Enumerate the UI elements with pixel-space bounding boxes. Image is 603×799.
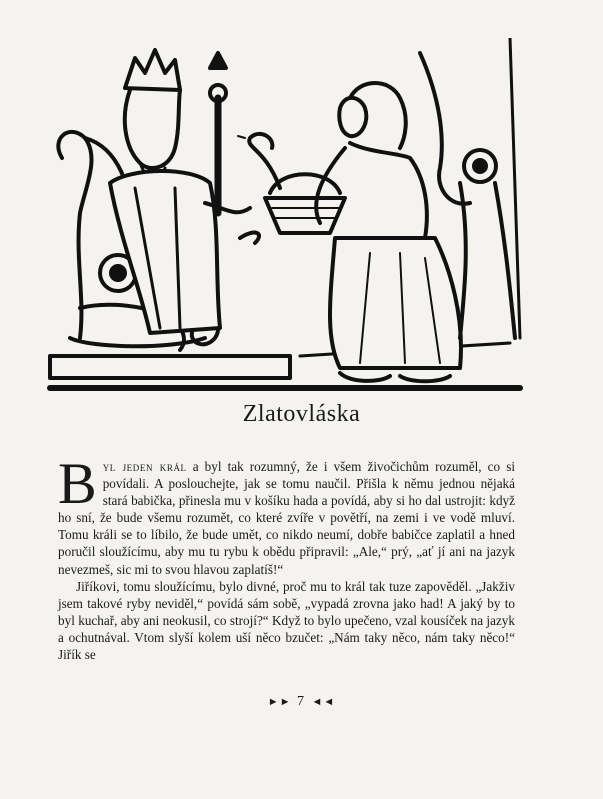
story-title: Zlatovláska xyxy=(242,401,361,427)
story-body xyxy=(58,451,516,663)
left-ornament: ►► xyxy=(267,696,292,708)
drop-cap: B xyxy=(58,451,97,516)
paragraph-1 xyxy=(58,451,516,578)
paragraph-2: Jiříkovi, tomu sloužícímu, bylo divné, proč mu to král tak tuze zapověděl. „Jakživ jsem takové ryby neviděl,“ povídá sám sobě, „vypadá zrovna jako had! A jaký by to byl kuchař, aby ani neokusil, co strojí?“ Když to bylo upečeno, vzal kousíček na jazyk a ochutnával. Vtom slyší kolem uší něco bzučet: „Nám taky něco, nám taky něco!“ Jiřík se xyxy=(58,578,515,663)
paragraph-1-text: a byl tak rozumný, že i všem živočichům rozuměl, co si povídali. A poslouchejte, jak se tomu naučil. Přišla k němu jednou nějaká stará babička, přinesla mu v košíku hada a povídá, aby si ho dal ustrojit: když ho sní, že bude všemu rozumět, co které zvíře v povětří, na zemi i ve vodě mluví. Tomu králi se to líbilo, že bude umět, co nikdo neumí, dobře babičce zaplatil a hned poručil sloužícímu, aby mu tu rybu k obědu připravil: „Ale,“ prý, „ať jí ani na jazyk nevezmeš, sic mi to svou hlavou zaplatíš!“ xyxy=(58,459,516,577)
page-number: 7 xyxy=(297,694,306,709)
page-footer xyxy=(0,694,603,710)
right-ornament: ◄◄ xyxy=(311,696,336,708)
king-and-old-woman-illustration xyxy=(40,38,525,398)
opening-smallcaps: yl jeden král xyxy=(102,459,187,474)
